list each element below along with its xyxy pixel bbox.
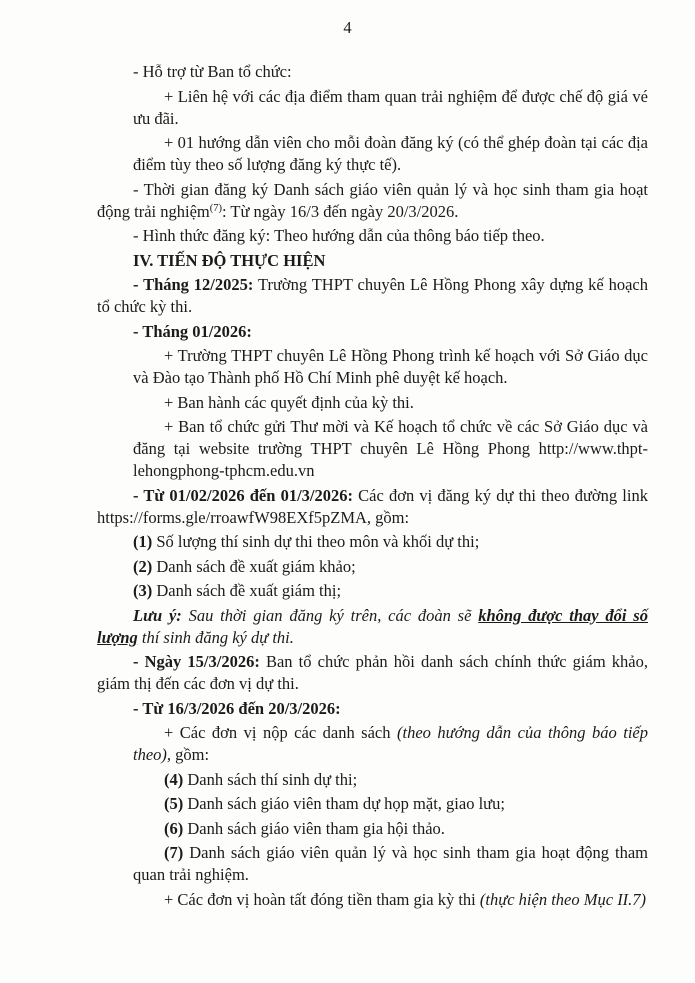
paragraph (133, 818, 648, 840)
text-run: + Liên hệ với các địa điểm tham quan trải nghiệm để được chế độ giá vé ưu đãi. (133, 86, 648, 128)
paragraph (97, 605, 648, 649)
text-run: (1) (133, 532, 153, 551)
text-run: gồm: (171, 745, 210, 764)
text-run: (7) (164, 843, 184, 862)
text-run: (theo hướng dẫn của thông báo tiếp theo), (133, 723, 649, 764)
paragraph (133, 769, 648, 791)
text-run: - Tháng 01/2026: (133, 321, 252, 341)
text-run: Danh sách giáo viên tham dự họp mặt, giao lưu; (183, 794, 505, 813)
text-run: Sau thời gian đăng ký trên, các đoàn sẽ (181, 605, 479, 625)
paragraph (133, 345, 648, 389)
text-run: Số lượng thí sinh dự thi theo môn và khối dự thi; (152, 532, 480, 551)
text-run: + Trường THPT chuyên Lê Hồng Phong trình kế hoạch với Sở Giáo dục và Đào tạo Thành phố Hồ Chí Minh phê duyệt kế hoạch. (133, 346, 648, 387)
text-run: Danh sách đề xuất giám thị; (152, 581, 342, 600)
text-run: Danh sách giáo viên quản lý và học sinh tham gia hoạt động tham quan trải nghiệm. (133, 843, 648, 884)
text-run: không được thay đổi số lượng (97, 605, 648, 647)
text-run: - Từ 01/02/2026 đến 01/3/2026: (133, 485, 353, 505)
text-run: Lưu ý: (133, 605, 182, 625)
text-run: : Từ ngày 16/3 đến ngày 20/3/2026. (221, 201, 459, 221)
text-run: + Ban tổ chức gửi Thư mời và Kế hoạch tổ chức về các Sở Giáo dục và đăng tại website trường THPT chuyên Lê Hồng Phong http://www.thpt-lehongphong-tphcm.edu.vn (133, 417, 648, 480)
footnote-reference: (7) (209, 202, 222, 214)
text-run: + Ban hành các quyết định của kỳ thi. (164, 392, 414, 412)
text-run: - Tháng 12/2025: (133, 275, 254, 294)
paragraph (97, 485, 648, 529)
text-run: IV. TIẾN ĐỘ THỰC HIỆN (133, 250, 326, 270)
text-run: + Các đơn vị nộp các danh sách (164, 723, 397, 742)
text-run: + 01 hướng dẫn viên cho mỗi đoàn đăng ký (có thể ghép đoàn tại các địa điểm tùy theo số lượng đăng ký thực tế). (133, 133, 648, 174)
text-run: Danh sách thí sinh dự thi; (183, 769, 358, 789)
page-number: 4 (343, 18, 352, 37)
paragraph (97, 61, 648, 83)
text-run: thí sinh đăng ký dự thi. (137, 627, 294, 647)
paragraph (97, 321, 648, 343)
text-run: (thực hiện theo Mục II.7) (479, 889, 647, 909)
text-run: (5) (164, 794, 184, 813)
text-run: Ban tổ chức phản hồi danh sách chính thức giám khảo, giám thị đến các đơn vị dự thi. (97, 652, 648, 693)
paragraph (97, 556, 648, 578)
text-run: (6) (164, 818, 184, 838)
text-run: - Ngày 15/3/2026: (133, 652, 260, 671)
paragraph (97, 580, 648, 602)
text-run: (3) (133, 581, 153, 600)
paragraph (97, 225, 648, 247)
text-run: Danh sách đề xuất giám khảo; (152, 556, 356, 576)
paragraph (133, 889, 648, 911)
text-run: - Hỗ trợ từ Ban tổ chức: (133, 62, 292, 81)
paragraph (97, 651, 648, 695)
text-run: Các đơn vị đăng ký dự thi theo đường link https://forms.gle/rroawfW98EXf5pZMA, gồm: (97, 485, 648, 527)
text-run: - Hình thức đăng ký: Theo hướng dẫn của thông báo tiếp theo. (133, 226, 545, 245)
paragraph (133, 86, 648, 130)
paragraph (133, 722, 648, 766)
paragraph (97, 698, 648, 720)
text-run: + Các đơn vị hoàn tất đóng tiền tham gia kỳ thi (164, 889, 480, 909)
text-run: Danh sách giáo viên tham gia hội thảo. (183, 818, 445, 838)
paragraph (133, 132, 648, 176)
document-body (97, 61, 648, 911)
paragraph (97, 250, 648, 272)
paragraph (133, 793, 648, 815)
text-run: - Từ 16/3/2026 đến 20/3/2026: (133, 698, 341, 718)
paragraph (133, 392, 648, 414)
paragraph (133, 842, 648, 886)
text-run: Trường THPT chuyên Lê Hồng Phong xây dựng kế hoạch tổ chức kỳ thi. (97, 275, 648, 316)
text-run: - Thời gian đăng ký Danh sách giáo viên quản lý và học sinh tham gia hoạt động trải nghiệm (97, 179, 648, 221)
text-run: (4) (164, 769, 184, 789)
text-run: (2) (133, 556, 153, 576)
paragraph (97, 531, 648, 553)
paragraph (97, 274, 648, 318)
paragraph (133, 416, 648, 482)
paragraph (97, 179, 648, 223)
